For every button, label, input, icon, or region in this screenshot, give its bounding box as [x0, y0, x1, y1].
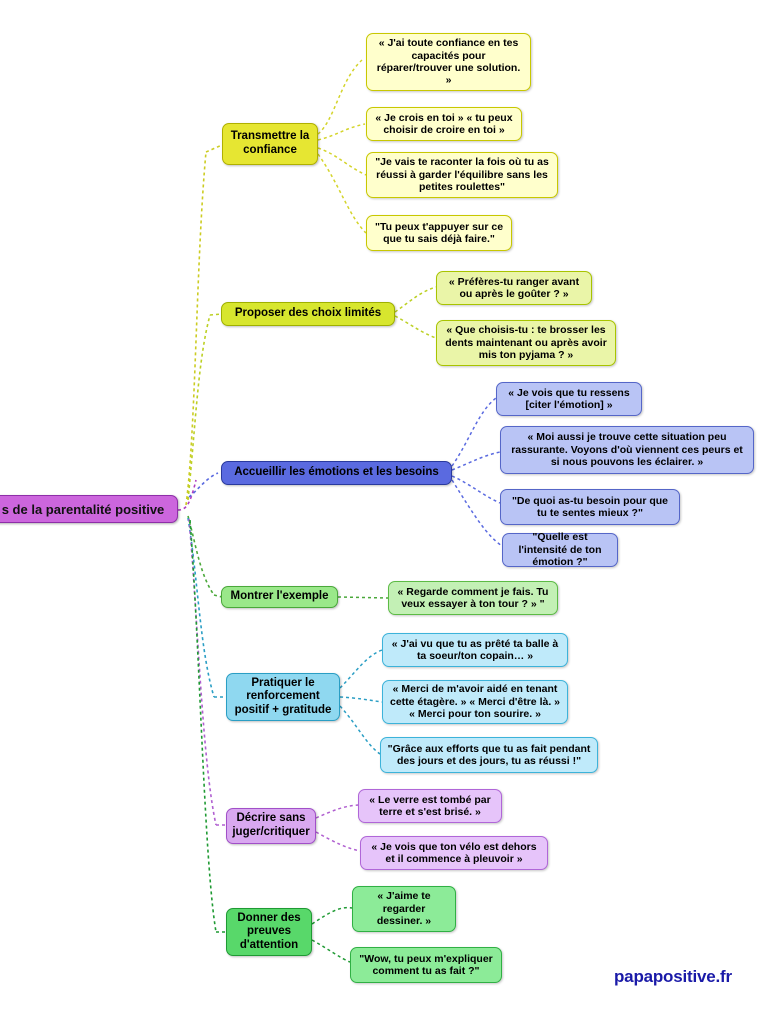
leaf-label: "Je vais te raconter la fois où tu as réussi à garder l'équilibre sans les petites roulettes" — [375, 156, 549, 194]
root-label: s de la parentalité positive — [1, 501, 165, 517]
leaf-label: « Je vois que tu ressens [citer l'émotion] » — [508, 386, 630, 411]
leaf-label: « Je crois en toi » « tu peux choisir de croire en toi » — [375, 111, 513, 136]
leaf-label: « Que choisis-tu : te brosser les dents maintenant ou après avoir mis ton pyjama ? » — [445, 324, 607, 362]
leaf-node[interactable] — [500, 426, 754, 474]
leaf-node[interactable] — [366, 152, 558, 198]
leaf-label: "De quoi as-tu besoin pour que tu te sentes mieux ?" — [511, 494, 669, 519]
leaf-node[interactable] — [496, 382, 642, 416]
leaf-label: "Wow, tu peux m'expliquer comment tu as fait ?" — [359, 952, 493, 977]
leaf-node[interactable] — [388, 581, 558, 615]
leaf-node[interactable] — [502, 533, 618, 567]
branch-label: Pratiquer le renforcement positif + gratitude — [234, 676, 332, 716]
leaf-label: « Regarde comment je fais. Tu veux essayer à ton tour ? » " — [397, 585, 549, 610]
leaf-label: "Quelle est l'intensité de ton émotion ?" — [518, 531, 602, 569]
leaf-node[interactable] — [366, 33, 531, 91]
leaf-node[interactable] — [436, 271, 592, 305]
root-node[interactable] — [0, 495, 178, 523]
leaf-node[interactable] — [382, 680, 568, 724]
leaf-label: « J'aime te regarder dessiner. » — [376, 890, 432, 928]
branch-label: Proposer des choix limités — [234, 307, 382, 320]
leaf-node[interactable] — [360, 836, 548, 870]
leaf-label: « J'ai vu que tu as prêté ta balle à ta soeur/ton copain… » — [391, 637, 559, 662]
leaf-label: "Grâce aux efforts que tu as fait pendant des jours et des jours, tu as réussi !" — [387, 742, 591, 767]
leaf-node[interactable] — [500, 489, 680, 525]
leaf-node[interactable] — [352, 886, 456, 932]
branch-node-renforcement[interactable] — [226, 673, 340, 721]
leaf-node[interactable] — [366, 107, 522, 141]
leaf-node[interactable] — [358, 789, 502, 823]
leaf-node[interactable] — [382, 633, 568, 667]
branch-label: Transmettre la confiance — [230, 130, 310, 156]
leaf-node[interactable] — [366, 215, 512, 251]
branch-node-confiance[interactable] — [222, 123, 318, 165]
leaf-node[interactable] — [436, 320, 616, 366]
leaf-node[interactable] — [380, 737, 598, 773]
branch-node-emotions[interactable] — [221, 461, 452, 485]
branch-label: Accueillir les émotions et les besoins — [234, 466, 439, 479]
leaf-label: « Préfères-tu ranger avant ou après le goûter ? » — [448, 275, 580, 300]
branch-label: Donner des preuves d'attention — [237, 911, 301, 951]
branch-node-attention[interactable] — [226, 908, 312, 956]
branch-node-choix[interactable] — [221, 302, 395, 326]
leaf-label: « Moi aussi je trouve cette situation peu rassurante. Voyons d'où viennent ces peurs et si nous pouvons les éclairer. » — [511, 431, 743, 469]
leaf-label: « J'ai toute confiance en tes capacités pour réparer/trouver une solution. » — [376, 37, 521, 87]
leaf-label: "Tu peux t'appuyer sur ce que tu sais déjà faire." — [374, 220, 504, 245]
watermark-papapositive: papapositive.fr — [614, 967, 732, 986]
branch-label: Décrire sans juger/critiquer — [232, 812, 310, 838]
leaf-label: « Le verre est tombé par terre et s'est brisé. » — [369, 793, 491, 818]
branch-node-exemple[interactable] — [221, 586, 338, 608]
branch-node-decrire[interactable] — [226, 808, 316, 844]
leaf-node[interactable] — [350, 947, 502, 983]
leaf-label: « Merci de m'avoir aidé en tenant cette étagère. » « Merci d'être là. » « Merci pour ton sourire. » — [390, 683, 560, 721]
leaf-label: « Je vois que ton vélo est dehors et il commence à pleuvoir » — [371, 840, 537, 865]
branch-label: Montrer l'exemple — [230, 590, 329, 603]
